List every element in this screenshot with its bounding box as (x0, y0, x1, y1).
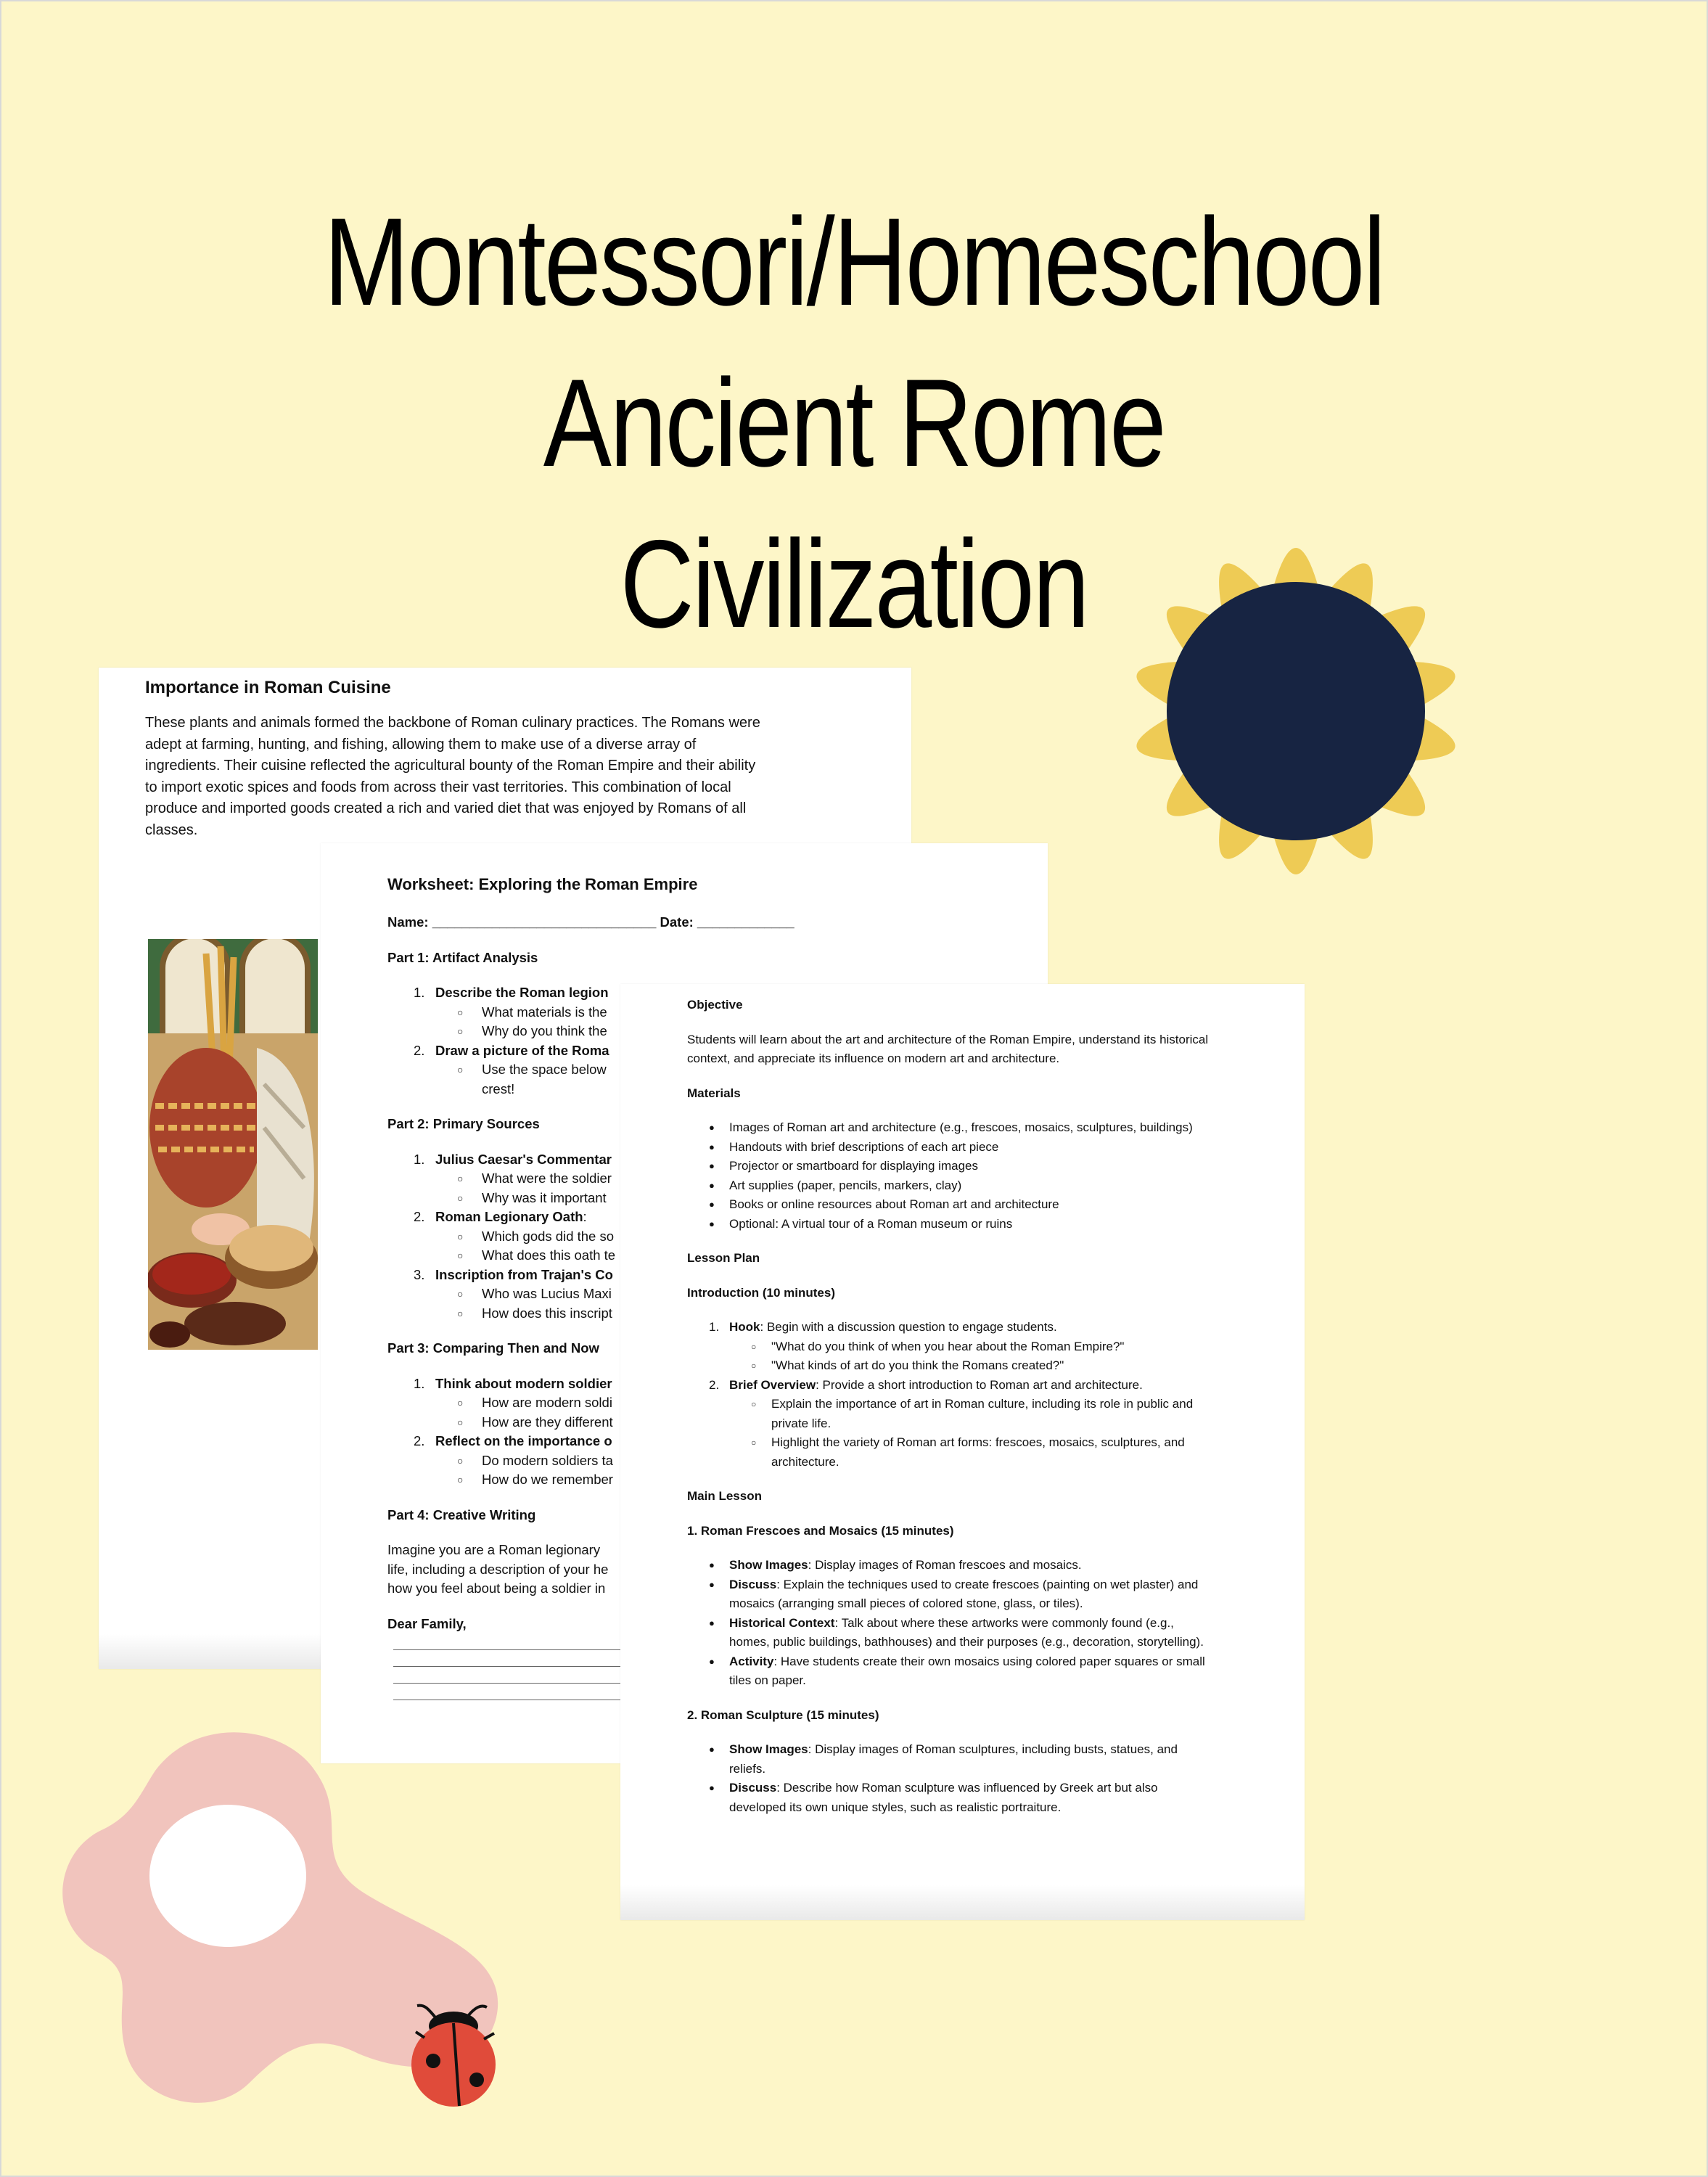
list-item: ● Art supplies (paper, pencils, markers, clay) (687, 1176, 1260, 1196)
part3-item1: Think about modern soldier (435, 1375, 612, 1391)
list-item: ○ How does this inscript (457, 1305, 612, 1321)
material-item: Handouts with brief descriptions of each art piece (729, 1139, 999, 1154)
part3-item1-sub1: How are modern soldi (482, 1395, 612, 1410)
list-item: ○ Why do you think the (457, 1023, 607, 1038)
section1-heading: 1. Roman Frescoes and Mosaics (15 minutes) (687, 1523, 954, 1538)
part3-item2-sub2: How do we remember (482, 1472, 613, 1487)
roman-food-mosaic-image (148, 939, 318, 1350)
title-line-2: Ancient Rome (543, 353, 1165, 493)
hook-question: "What do you think of when you hear about the Roman Empire?" (771, 1339, 1125, 1353)
list-item: ● Discuss: Describe how Roman sculpture was influenced by Greek art but also developed its own unique styles, such as realistic portraiture. (709, 1781, 1158, 1814)
name-label: Name: (387, 914, 429, 930)
s2-discuss-line: : Describe how Roman sculpture was influenced by Greek art but also (776, 1781, 1158, 1795)
title-line-1: Montessori/Homeschool (324, 192, 1384, 332)
part1-item1: Describe the Roman legion (435, 985, 609, 1000)
part1-item2-sub1: Use the space below (482, 1062, 607, 1077)
s1-context-label: Historical Context (729, 1615, 835, 1630)
hook-text: : Begin with a discussion question to engage students. (760, 1320, 1057, 1334)
list-item: ● Books or online resources about Roman art and architecture (687, 1195, 1260, 1215)
part2-item1-sub1: What were the soldier (482, 1171, 612, 1186)
list-item: 2. Roman Legionary Oath: (414, 1209, 587, 1224)
material-item: Images of Roman art and architecture (e.g., frescoes, mosaics, sculptures, buildings) (729, 1120, 1193, 1134)
part4-line: how you feel about being a soldier in (387, 1581, 606, 1596)
main-lesson-heading: Main Lesson (687, 1489, 762, 1503)
list-item: ● Activity: Have students create their own mosaics using colored paper squares or small tiles on paper. (709, 1654, 1205, 1687)
s1-discuss-line: : Explain the techniques used to create frescoes (painting on wet plaster) and (776, 1577, 1199, 1591)
list-item: 1. Think about modern soldier (414, 1375, 612, 1391)
hook-label: Hook (729, 1320, 760, 1334)
cuisine-line: ingredients. Their cuisine reflected the agricultural bounty of the Roman Empire and their ability (145, 758, 756, 774)
objective-heading: Objective (687, 998, 743, 1012)
list-item: ○ "What kinds of art do you think the Romans created?" (687, 1356, 1260, 1376)
s2-show-label: Show Images (729, 1742, 808, 1756)
part2-item1-sub2: Why was it important (482, 1189, 607, 1205)
sunflower-center (1167, 582, 1425, 840)
list-item: 1. Julius Caesar's Commentar (414, 1151, 612, 1167)
date-label: Date: (660, 914, 694, 930)
cuisine-paragraph (145, 713, 871, 841)
part2-item3-sub2: How does this inscript (482, 1305, 612, 1321)
part2-item3: Inscription from Trajan's Co (435, 1266, 613, 1282)
writing-line (393, 1683, 623, 1684)
part1-item2-sub1-cont: crest! (482, 1081, 515, 1096)
list-item: ○ How are modern soldi (457, 1395, 612, 1410)
part4-heading: Part 4: Creative Writing (387, 1506, 536, 1522)
lesson-plan-heading: Lesson Plan (687, 1251, 760, 1265)
ladybug-icon (395, 1996, 512, 2112)
s1-activity-line: : Have students create their own mosaics using colored paper squares or small (773, 1654, 1205, 1668)
part1-heading: Part 1: Artifact Analysis (387, 949, 538, 965)
part1-item1-sub1: What materials is the (482, 1004, 607, 1020)
salutation: Dear Family, (387, 1615, 467, 1631)
s1-discuss-label: Discuss (729, 1577, 777, 1591)
list-item: ○ What does this oath te (457, 1247, 616, 1263)
part1-item2: Draw a picture of the Roma (435, 1042, 609, 1058)
part2-item1: Julius Caesar's Commentar (435, 1151, 612, 1167)
s1-context-line: homes, public buildings, bathhouses) and their purposes (e.g., decoration, storytelling). (729, 1635, 1204, 1649)
s2-show-line: : Display images of Roman sculptures, including busts, statues, and (808, 1742, 1178, 1756)
cuisine-line: produce and imported goods created a rich and varied diet that was enjoyed by Romans of all (145, 800, 747, 816)
part4-line: life, including a description of your he (387, 1561, 609, 1577)
part3-item1-sub2: How are they different (482, 1414, 613, 1430)
list-item: ○ Use the space below (457, 1062, 607, 1077)
writing-line (393, 1649, 623, 1650)
list-item: 1. Hook: Begin with a discussion question to engage students. (709, 1320, 1057, 1334)
list-item: ○ What were the soldier (457, 1171, 612, 1186)
writing-line (393, 1666, 623, 1667)
list-item: ● Handouts with brief descriptions of each art piece (687, 1138, 1260, 1157)
list-item: ● Show Images: Display images of Roman sculptures, including busts, statues, and reliefs. (709, 1742, 1178, 1776)
name-blank: ______________________________ (432, 914, 657, 930)
overview-sub1-line: private life. (771, 1416, 832, 1430)
list-item: ○ Who was Lucius Maxi (457, 1286, 612, 1301)
list-item: ○ What materials is the (457, 1004, 607, 1020)
part3-heading: Part 3: Comparing Then and Now (387, 1340, 599, 1356)
objective-line: Students will learn about the art and architecture of the Roman Empire, understand its historical (687, 1032, 1209, 1046)
s1-context-line: : Talk about where these artworks were commonly found (e.g., (834, 1615, 1174, 1630)
list-item: 2. Reflect on the importance o (414, 1433, 612, 1448)
intro-heading: Introduction (10 minutes) (687, 1285, 835, 1300)
part4-line: Imagine you are a Roman legionary (387, 1542, 601, 1557)
part2-heading: Part 2: Primary Sources (387, 1116, 540, 1131)
s1-activity-label: Activity (729, 1654, 774, 1668)
cuisine-line: classes. (145, 821, 198, 838)
overview-sub1-line: Explain the importance of art in Roman culture, including its role in public and (771, 1397, 1194, 1411)
part2-item2-sub1: Which gods did the so (482, 1228, 615, 1244)
overview-label: Brief Overview (729, 1377, 816, 1392)
overview-sub2-line: Highlight the variety of Roman art forms: frescoes, mosaics, sculptures, and (771, 1435, 1185, 1449)
date-blank: _____________ (697, 914, 795, 930)
section2-heading: 2. Roman Sculpture (15 minutes) (687, 1707, 879, 1722)
cuisine-line: to import exotic spices and foods from across their vast territories. This combination of local (145, 779, 731, 795)
list-item: ● Projector or smartboard for displaying images (687, 1157, 1260, 1176)
list-item: 3. Inscription from Trajan's Co (414, 1266, 613, 1282)
part2-item2-sub2: What does this oath te (482, 1247, 616, 1263)
material-item: Books or online resources about Roman art and architecture (729, 1197, 1059, 1211)
list-item: ○ Do modern soldiers ta (457, 1452, 613, 1468)
hook-question: "What kinds of art do you think the Romans created?" (771, 1358, 1064, 1372)
page-fade (620, 1885, 1305, 1920)
sunflower-icon (1093, 508, 1499, 914)
objective-line: context, and appreciate its influence on modern art and architecture. (687, 1051, 1060, 1065)
s2-discuss-line: developed its own unique styles, such as realistic portraiture. (729, 1800, 1062, 1814)
list-item: ○ Which gods did the so (457, 1228, 615, 1244)
overview-sub2-line: architecture. (771, 1454, 839, 1469)
part3-item2-sub1: Do modern soldiers ta (482, 1452, 613, 1468)
list-item: 2. Draw a picture of the Roma (414, 1042, 609, 1058)
cuisine-line: adept at farming, hunting, and fishing, allowing them to make use of a diverse array of (145, 736, 697, 753)
list-item: ○ "What do you think of when you hear about the Roman Empire?" (687, 1337, 1260, 1357)
material-item: Projector or smartboard for displaying images (729, 1159, 978, 1173)
s1-show-text: : Display images of Roman frescoes and mosaics. (808, 1558, 1082, 1572)
pink-flower-center (149, 1805, 306, 1947)
cuisine-line: These plants and animals formed the backbone of Roman culinary practices. The Romans were (145, 715, 760, 731)
list-item: ● Historical Context: Talk about where these artworks were commonly found (e.g., homes, public buildings, bathhouses) and their purposes (e.g., decoration, storytelling). (709, 1615, 1204, 1649)
material-item: Art supplies (paper, pencils, markers, clay) (729, 1178, 962, 1192)
lesson-plan-page (620, 984, 1305, 1920)
s2-discuss-label: Discuss (729, 1781, 777, 1795)
list-item: ○ Explain the importance of art in Roman culture, including its role in public and private life. (751, 1397, 1194, 1430)
list-item: ● Images of Roman art and architecture (e.g., frescoes, mosaics, sculptures, buildings) (687, 1118, 1260, 1138)
list-item: ● Discuss: Explain the techniques used to create frescoes (painting on wet plaster) and mosaics (arranging small pieces of colored stone, glass, or tiles). (709, 1577, 1199, 1610)
materials-heading: Materials (687, 1086, 741, 1100)
material-item: Optional: A virtual tour of a Roman museum or ruins (729, 1216, 1013, 1231)
overview-text: : Provide a short introduction to Roman art and architecture. (816, 1377, 1143, 1392)
worksheet-title: Worksheet: Exploring the Roman Empire (387, 875, 698, 893)
list-item: ● Optional: A virtual tour of a Roman museum or ruins (687, 1215, 1260, 1234)
name-date-line (387, 913, 982, 932)
list-item: ○ Why was it important (457, 1189, 607, 1205)
s1-show-label: Show Images (729, 1558, 808, 1572)
title-line-3: Civilization (620, 514, 1088, 654)
part2-item3-sub1: Who was Lucius Maxi (482, 1286, 612, 1301)
list-item: ○ Highlight the variety of Roman art forms: frescoes, mosaics, sculptures, and architecture. (751, 1435, 1185, 1469)
s2-show-line: reliefs. (729, 1761, 766, 1776)
part1-item1-sub2: Why do you think the (482, 1023, 607, 1038)
list-item: ○ How are they different (457, 1414, 613, 1430)
list-item: ○ How do we remember (457, 1472, 613, 1487)
s1-activity-line: tiles on paper. (729, 1673, 806, 1687)
list-item: ● Show Images: Display images of Roman frescoes and mosaics. (709, 1558, 1082, 1572)
s1-discuss-line: mosaics (arranging small pieces of colored stone, glass, or tiles). (729, 1596, 1083, 1610)
part3-item2: Reflect on the importance o (435, 1433, 612, 1448)
list-item: 2. Brief Overview: Provide a short introduction to Roman art and architecture. (709, 1377, 1143, 1392)
list-item: 1. Describe the Roman legion (414, 985, 609, 1000)
part2-item2: Roman Legionary Oath (435, 1209, 583, 1224)
cuisine-heading: Importance in Roman Cuisine (145, 678, 391, 697)
